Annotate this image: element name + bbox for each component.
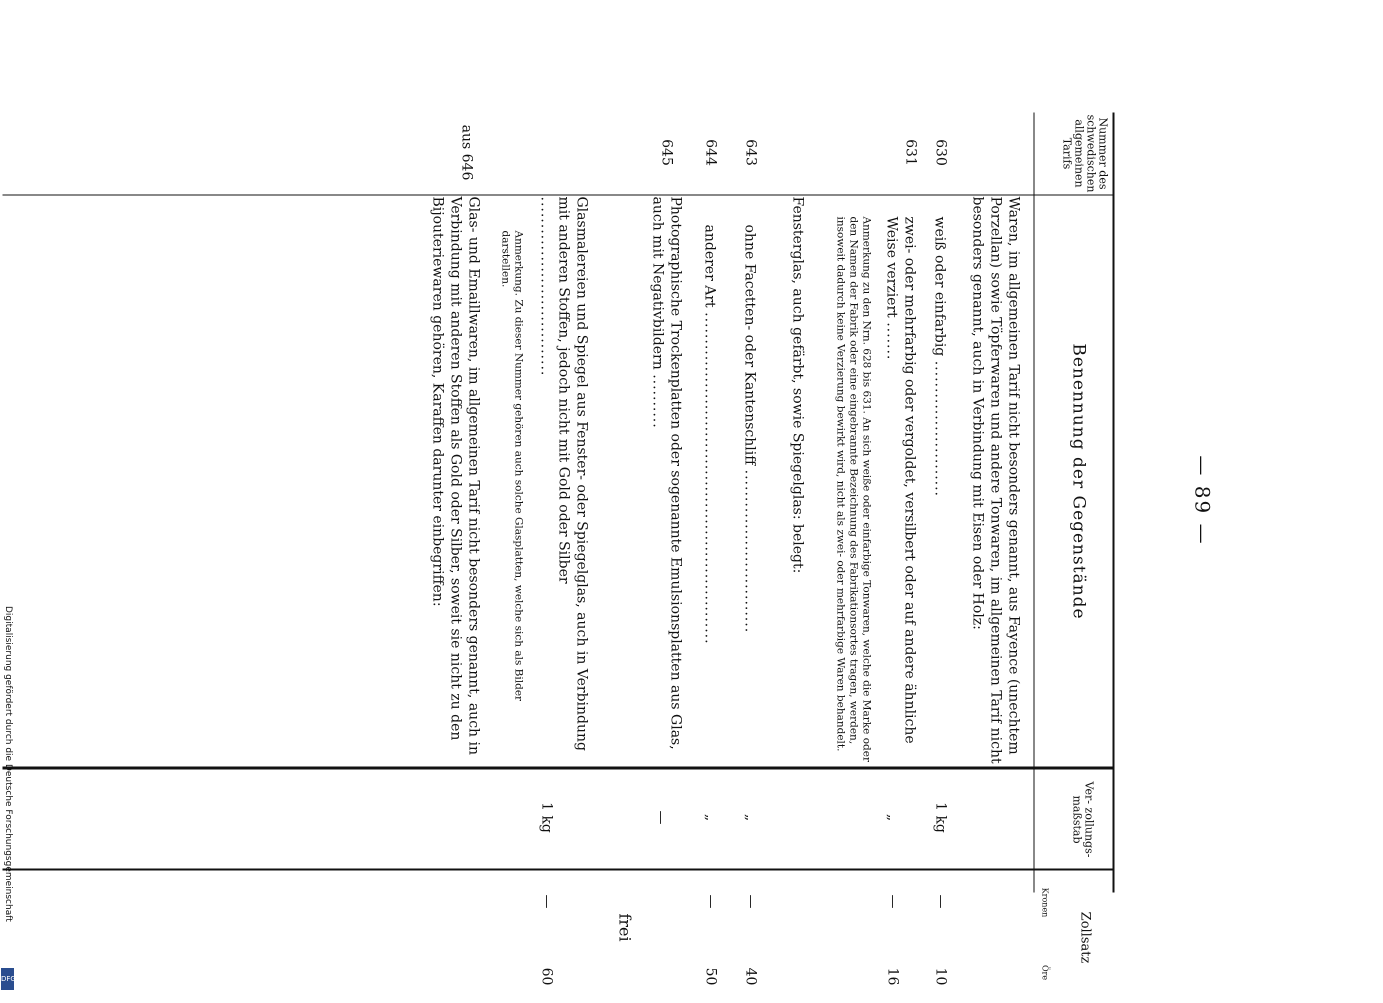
ore-value: 60	[538, 967, 555, 986]
header-ore: Öre	[1040, 964, 1050, 981]
unit-value: „	[742, 813, 759, 822]
unit-value: 1 kg	[932, 802, 949, 833]
row-note: Anmerkung. Zu dieser Nummer gehören auch solche Glasplatten, welche sich als Bilder darstellen.	[499, 230, 525, 702]
col-rule-3	[3, 869, 1115, 871]
tariff-number: 644	[702, 139, 719, 166]
header-zollsatz: Zollsatz	[1077, 911, 1093, 964]
row-text: Fensterglas, auch gefärbt, sowie Spiegelglas: belegt:	[789, 196, 806, 574]
kronen-value: —	[702, 894, 719, 909]
row-text: zwei- oder mehrfarbig oder vergoldet, versilbert oder auf andere ähnliche Weise verziert .......	[883, 216, 918, 744]
header-benennung: Benennung der Gegenstände	[1068, 343, 1089, 620]
digitization-footer	[0, 606, 16, 1000]
row-text: Glas- und Emaillwaren, im allgemeinen Tarif nicht besonders genannt, auch in Verbindung mit anderen Stoffen als Gold oder Silber, soweit sie nicht zu den Bijouteriewaren gehören, Karaffen darunter einbegriffen:	[429, 196, 482, 755]
tariff-number: 643	[742, 139, 759, 166]
row-text: Waren, im allgemeinen Tarif nicht besonders genannt, aus Fayence (unechtem Porzellan) sowie Töpferwaren und andere Tonwaren, im allgemeinen Tarif nicht besonders genannt, auch in Verbindung mit Eisen oder Holz:	[969, 196, 1022, 764]
kronen-value: —	[742, 894, 759, 909]
unit-value: —	[652, 810, 669, 825]
unit-value: 1 kg	[538, 802, 555, 833]
header-massstab: Ver- zollungs- maßstab	[1070, 781, 1096, 858]
tariff-number: 630	[932, 139, 949, 166]
unit-value: „	[884, 813, 901, 822]
ore-value: 10	[932, 967, 949, 986]
kronen-value: —	[932, 894, 949, 909]
rotated-page	[0, 1, 1383, 1001]
frei-label: frei	[615, 913, 635, 942]
row-text: ohne Facetten- oder Kantenschliff ..............................	[741, 224, 758, 634]
unit-value: „	[702, 813, 719, 822]
row-text: weiß oder einfarbig .........................	[931, 216, 948, 497]
footer-text: Digitalisierung gefördert durch die Deutsche Forschungsgemeinschaft	[3, 606, 13, 922]
dfg-logo: DFG	[1, 968, 14, 990]
tariff-number: 645	[658, 139, 675, 166]
row-text: Photographische Trockenplatten oder sogenannte Emulsionsplatten aus Glas, auch mit Negativbildern ..........	[649, 196, 684, 750]
tariff-number: aus 646	[458, 124, 475, 181]
row-note: Anmerkung zu den Nrn. 628 bis 631. An sich weiße oder einfarbige Tonwaren, welche die Marke oder den Namen der Fabrik oder eine eingebrannte Bezeichnung des Fabrikationsortes tragen, werden, insoweit dadurch keine Verzierung bewirkt wird, nicht als zwei- oder mehrfarbige Waren behandelt.	[834, 216, 873, 762]
ore-value: 16	[884, 967, 901, 986]
header-bottom-rule	[1034, 113, 1035, 893]
header-nummer: Nummer des schwedischen allgemeinen Tarifs	[1060, 114, 1110, 193]
page-number: — 89 —	[1190, 455, 1215, 546]
row-text: anderer Art .............................................................	[701, 224, 718, 645]
col-rule-1	[3, 195, 1115, 196]
ore-value: 50	[702, 967, 719, 986]
kronen-value: —	[884, 894, 901, 909]
ore-value: 40	[742, 967, 759, 986]
row-text: Glasmalereien und Spiegel aus Fenster- oder Spiegelglas, auch in Verbindung mit anderen Stoffen, jedoch nicht mit Gold oder Silber .................................	[537, 196, 590, 751]
tariff-number: 631	[902, 139, 919, 166]
header-kronen: Kronen	[1040, 887, 1050, 918]
kronen-value: —	[538, 894, 555, 909]
table-top-rule	[1113, 113, 1115, 893]
